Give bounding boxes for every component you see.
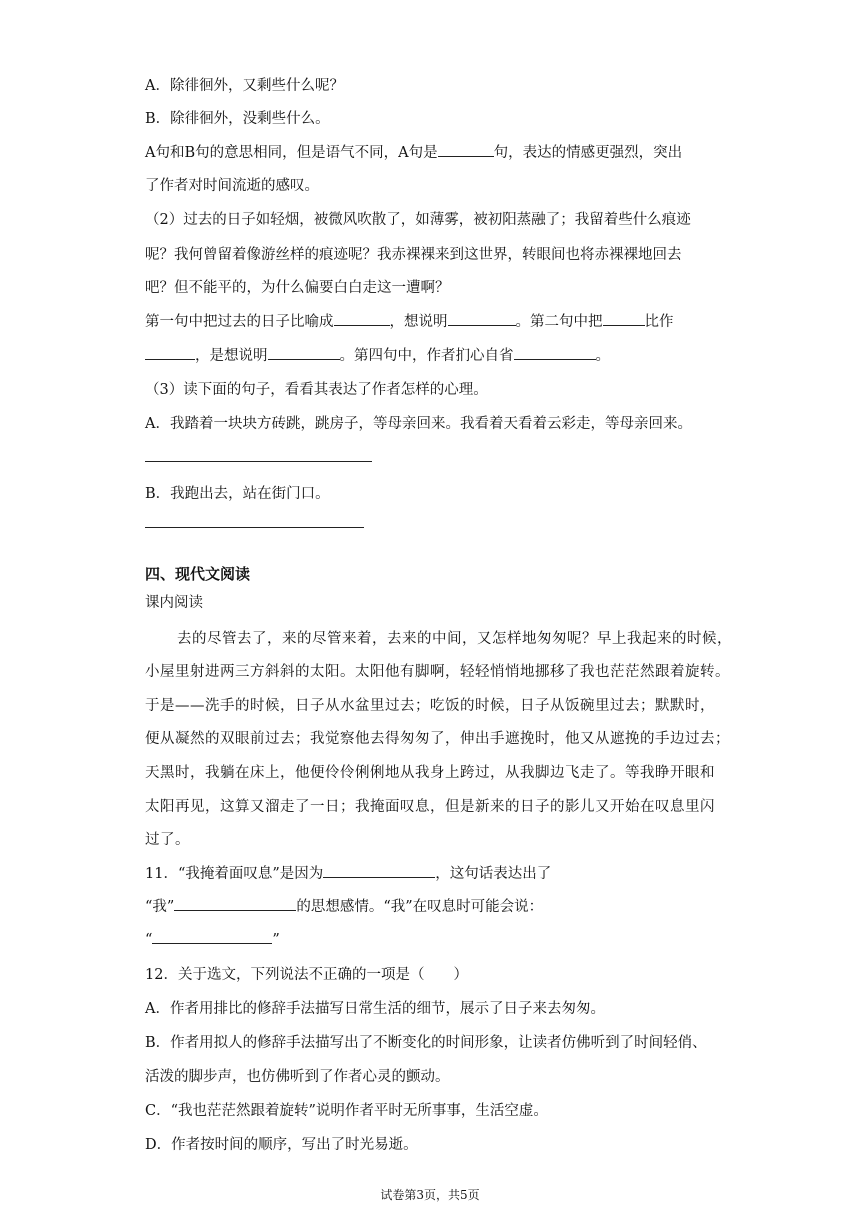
q2-fill-line-1: [145, 310, 674, 331]
page-footer: 试卷第3页，共5页: [380, 1188, 480, 1202]
q2-text: 。: [595, 348, 610, 364]
q11-blank-3[interactable]: [152, 929, 272, 944]
q3-option-b: B．我跑出去，站在街门口。: [145, 486, 330, 502]
q12-option-b-line-2: 活泼的脚步声，也仿佛听到了作者心灵的颤动。: [145, 1069, 450, 1085]
q11-blank-2[interactable]: [174, 896, 296, 911]
passage-line: 于是——洗手的时候，日子从水盆里过去；吃饭的时候，日子从饭碗里过去；默默时，: [145, 698, 715, 714]
q2-fill-line-2: [145, 344, 610, 365]
q12-option-b-line-1[interactable]: B．作者用拟人的修辞手法描写出了不断变化的时间形象，让读者仿佛听到了时间轻俏、: [145, 1035, 707, 1051]
q2-blank-6[interactable]: [514, 345, 596, 360]
q3-option-a: A．我踏着一块块方砖跳，跳房子，等母亲回来。我看着天看着云彩走，等母亲回来。: [145, 416, 692, 432]
q1-text-cont: 了作者对时间流逝的感叹。: [145, 178, 319, 194]
q2-text: 。第二句中把: [515, 314, 603, 330]
q2-line-1: （2）过去的日子如轻烟，被微风吹散了，如薄雾，被初阳蒸融了；我留着些什么痕迹: [145, 212, 691, 228]
q2-blank-3[interactable]: [603, 311, 645, 326]
q2-blank-2[interactable]: [448, 311, 516, 326]
q2-line-3: 吧？但不能平的，为什么偏要白白走这一遭啊？: [145, 280, 450, 296]
q12-option-d[interactable]: D．作者按时间的顺序，写出了时光易逝。: [145, 1137, 418, 1153]
passage-line: 小屋里射进两三方斜斜的太阳。太阳他有脚啊，轻轻悄悄地挪移了我也茫茫然跟着旋转。: [145, 664, 730, 680]
q2-blank-4[interactable]: [145, 345, 195, 360]
q12-option-c[interactable]: C．“我也茫茫然跟着旋转”说明作者平时无所事事，生活空虚。: [145, 1103, 548, 1119]
q2-line-2: 呢？我何曾留着像游丝样的痕迹呢？我赤裸裸来到这世界，转眼间也将赤裸裸地回去: [145, 247, 682, 263]
q3-answer-line-b[interactable]: [145, 527, 364, 528]
option-a-q1: A．除徘徊外，又剩些什么呢？: [145, 78, 344, 94]
q11-text: ”: [272, 932, 280, 948]
q11-text: “: [145, 932, 153, 948]
q1-blank[interactable]: [438, 142, 494, 157]
q2-blank-5[interactable]: [268, 345, 340, 360]
q11-blank-1[interactable]: [323, 863, 435, 878]
q3-answer-line-a[interactable]: [145, 461, 372, 462]
q11-text: 11．“我掩着面叹息”是因为: [145, 866, 324, 882]
q2-text: 比作: [644, 314, 674, 330]
q11-text: ，这句话表达出了: [435, 866, 552, 882]
option-b-q1: B．除徘徊外，没剩些什么。: [145, 111, 330, 127]
q11-text: 的思想感情。“我”在叹息时可能会说：: [296, 899, 544, 915]
q11-line-2: [145, 895, 543, 916]
q2-text: 第一句中把过去的日子比喻成: [145, 314, 334, 330]
section-title: 四、现代文阅读: [145, 565, 251, 583]
q11-text: “我”: [145, 899, 175, 915]
q2-text: ，是想说明: [195, 348, 268, 364]
q1-text-pre: A句和B句的意思相同，但是语气不同，A句是: [145, 145, 438, 161]
q2-text: 。第四句中，作者扪心自省: [339, 348, 514, 364]
q1-text-post: 句，表达的情感更强烈，突出: [493, 145, 683, 161]
q2-blank-1[interactable]: [334, 311, 390, 326]
passage-line: 太阳再见，这算又溜走了一日；我掩面叹息，但是新来的日子的影儿又开始在叹息里闪: [145, 799, 715, 815]
q1-fill-line: [145, 141, 682, 162]
passage-line: 便从凝然的双眼前过去；我觉察他去得匆匆了，伸出手遮挽时，他又从遮挽的手边过去；: [145, 731, 730, 747]
passage-line: 去的尽管去了，来的尽管来着，去来的中间，又怎样地匆匆呢？早上我起来的时候，: [177, 631, 732, 647]
q11-line-1: [145, 862, 551, 883]
q12-option-a[interactable]: A．作者用排比的修辞手法描写日常生活的细节，展示了日子来去匆匆。: [145, 1001, 605, 1017]
passage-line: 天黑时，我躺在床上，他便伶伶俐俐地从我身上跨过，从我脚边飞走了。等我睁开眼和: [145, 765, 715, 781]
passage-line: 过了。: [145, 832, 190, 848]
q11-line-3: [145, 929, 280, 948]
q2-text: ，想说明: [389, 314, 448, 330]
section-subtitle: 课内阅读: [145, 595, 203, 611]
q12-stem: 12．关于选文，下列说法不正确的一项是（ ）: [145, 967, 468, 983]
q3-title: （3）读下面的句子，看看其表达了作者怎样的心理。: [145, 382, 488, 398]
